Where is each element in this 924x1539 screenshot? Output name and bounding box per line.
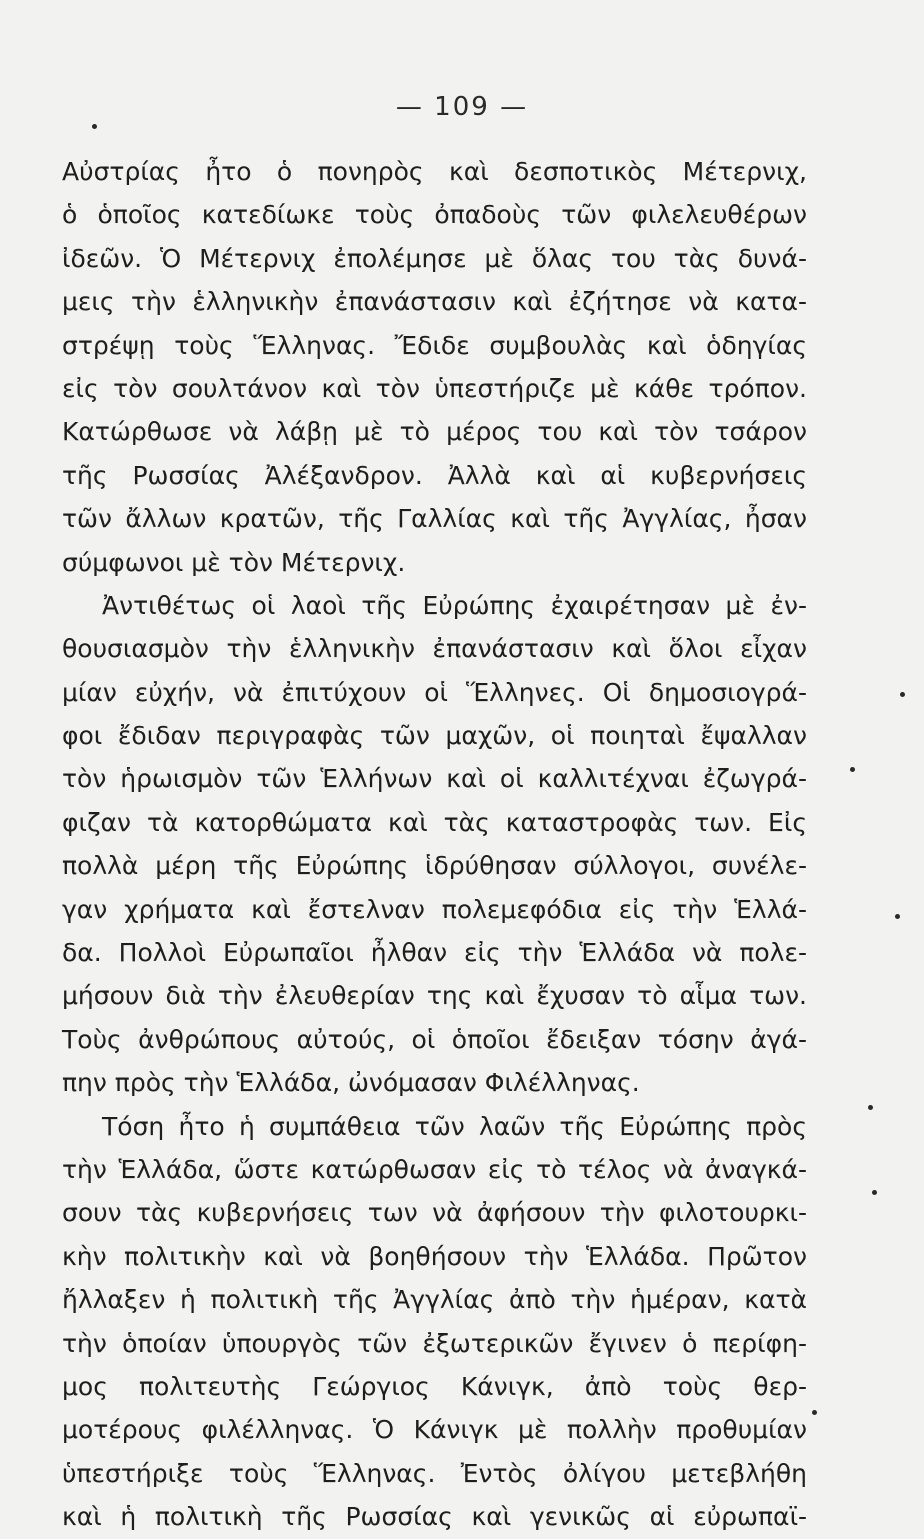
text-line: μεις τὴν ἑλληνικὴν ἐπανάστασιν καὶ ἐζήτησε νὰ κατα- [62, 287, 807, 317]
text-line: φιζαν τὰ κατορθώματα καὶ τὰς καταστροφὰς των. Εἰς [62, 807, 807, 837]
text-line: Αὐστρίας ἦτο ὁ πονηρὸς καὶ δεσποτικὸς Μέτερνιχ, [62, 157, 807, 186]
scan-speck [850, 767, 855, 772]
page-number: — 109 — [395, 92, 529, 122]
text-line: ὁ ὁποῖος κατεδίωκε τοὺς ὀπαδοὺς τῶν φιλελευθέρων [62, 200, 807, 230]
text-line: τὴν ὁποίαν ὑπουργὸς τῶν ἐξωτερικῶν ἔγινεν ὁ περίφη- [62, 1328, 807, 1358]
text-line: σύμφωνοι μὲ τὸν Μέτερνιχ. [62, 547, 406, 577]
text-line: τῆς Ρωσσίας Ἀλέξανδρον. Ἀλλὰ καὶ αἱ κυβερνήσεις [62, 460, 807, 490]
text-line: μίαν εὐχήν, νὰ ἐπιτύχουν οἱ Ἕλληνες. Οἱ δημοσιογρά- [62, 677, 807, 707]
text-line: τὴν Ἑλλάδα, ὥστε κατώρθωσαν εἰς τὸ τέλος νὰ ἀναγκά- [62, 1154, 807, 1184]
text-line: τῶν ἄλλων κρατῶν, τῆς Γαλλίας καὶ τῆς Ἀγγλίας, ἦσαν [62, 504, 807, 534]
text-line: καὶ ἡ πολιτικὴ τῆς Ρωσσίας καὶ γενικῶς αἱ εὐρωπαϊ- [62, 1502, 807, 1532]
text-line: στρέψῃ τοὺς Ἕλληνας. Ἔδιδε συμβουλὰς καὶ ὁδηγίας [62, 330, 807, 360]
text-line: τὸν ἡρωισμὸν τῶν Ἑλλήνων καὶ οἱ καλλιτέχναι ἐζωγρά- [62, 764, 807, 794]
text-line: ὑπεστήριξε τοὺς Ἕλληνας. Ἐντὸς ὀλίγου μετεβλήθη [62, 1458, 807, 1488]
text-line: εἰς τὸν σουλτάνον καὶ τὸν ὑπεστήριζε μὲ κάθε τρόπον. [62, 373, 807, 403]
text-line: δα. Πολλοὶ Εὐρωπαῖοι ἦλθαν εἰς τὴν Ἑλλάδα νὰ πολε- [62, 938, 807, 968]
text-line: Τοὺς ἀνθρώπους αὐτούς, οἱ ὁποῖοι ἔδειξαν τόσην ἀγά- [62, 1024, 807, 1054]
text-line: Κατώρθωσε νὰ λάβῃ μὲ τὸ μέρος του καὶ τὸν τσάρον [62, 417, 807, 447]
scan-speck [812, 1410, 817, 1415]
text-line: Ἀντιθέτως οἱ λαοὶ τῆς Εὐρώπης ἐχαιρέτησαν μὲ ἐν- [102, 590, 807, 620]
scan-speck [872, 1190, 877, 1195]
text-line: μήσουν διὰ τὴν ἐλευθερίαν της καὶ ἔχυσαν τὸ αἷμα των. [62, 981, 807, 1011]
text-line: Τόση ἦτο ἡ συμπάθεια τῶν λαῶν τῆς Εὐρώπης πρὸς [102, 1111, 807, 1141]
text-line: ἰδεῶν. Ὁ Μέτερνιχ ἐπολέμησε μὲ ὅλας του τὰς δυνά- [62, 243, 807, 273]
text-line: ἤλλαξεν ἡ πολιτικὴ τῆς Ἀγγλίας ἀπὸ τὴν ἡμέραν, κατὰ [62, 1285, 807, 1315]
text-line: σουν τὰς κυβερνήσεις των νὰ ἀφήσουν τὴν φιλοτουρκι- [62, 1198, 807, 1228]
scan-speck [92, 124, 97, 129]
text-line: μος πολιτευτὴς Γεώργιος Κάνιγκ, ἀπὸ τοὺς θερ- [62, 1371, 807, 1401]
paragraph [62, 584, 807, 1105]
text-line: φοι ἔδιδαν περιγραφὰς τῶν μαχῶν, οἱ ποιηταὶ ἔψαλλαν [62, 721, 807, 751]
paragraph [62, 150, 807, 584]
body-text [62, 150, 807, 1539]
scan-speck [900, 692, 905, 697]
text-line: θουσιασμὸν τὴν ἑλληνικὴν ἐπανάστασιν καὶ ὅλοι εἶχαν [62, 634, 807, 664]
text-line: γαν χρήματα καὶ ἔστελναν πολεμεφόδια εἰς τὴν Ἑλλά- [62, 894, 807, 924]
text-line: πολλὰ μέρη τῆς Εὐρώπης ἱδρύθησαν σύλλογοι, συνέλε- [62, 851, 807, 881]
paragraph [62, 1105, 807, 1539]
text-line: κὴν πολιτικὴν καὶ νὰ βοηθήσουν τὴν Ἑλλάδα. Πρῶτον [62, 1241, 807, 1271]
scan-speck [895, 914, 900, 919]
text-line: πην πρὸς τὴν Ἑλλάδα, ὠνόμασαν Φιλέλληνας. [62, 1068, 640, 1098]
scan-speck [868, 1105, 873, 1110]
text-line: μοτέρους φιλέλληνας. Ὁ Κάνιγκ μὲ πολλὴν προθυμίαν [62, 1415, 807, 1445]
